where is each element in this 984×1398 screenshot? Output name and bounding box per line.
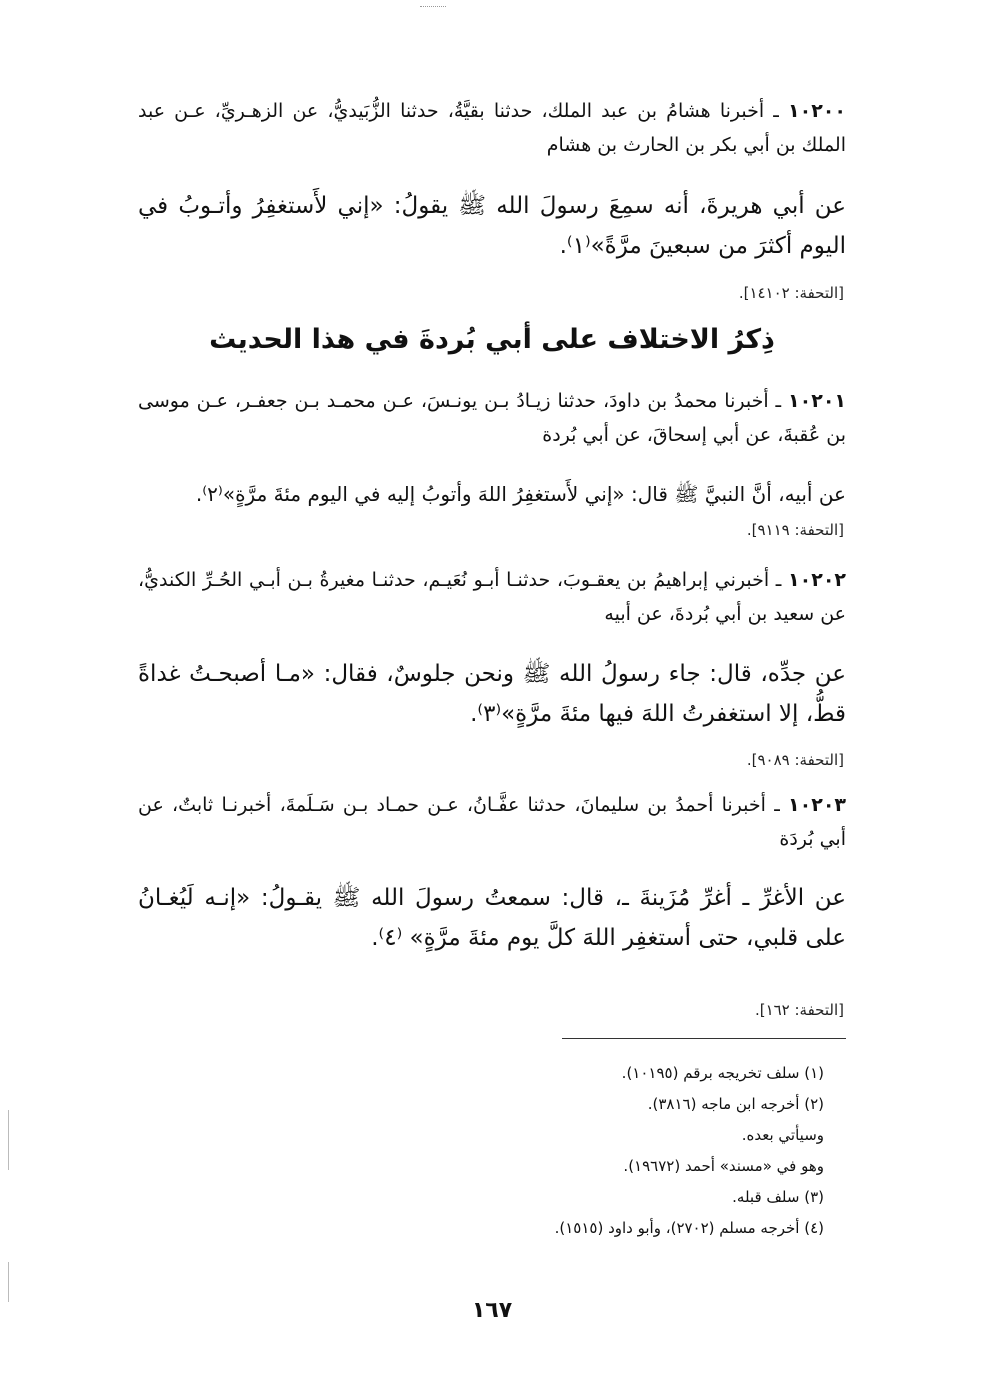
hadith-text-10200 — [138, 186, 846, 266]
tuhfa-reference: [التحفة: ١٦٢]. — [754, 1001, 844, 1019]
chain-separator: ـ — [764, 100, 779, 122]
footnote-2-continued: وسيأتي بعده. — [741, 1126, 824, 1144]
footnote-divider — [562, 1038, 846, 1039]
hadith-text: عن الأغرِّ ـ أغرِّ مُزَينةَ ـ، قال: سمعتُ رسولَ الله ﷺ يقـولُ: «إنـه لَيُغـانُ على قلبي، حتى أستغفِر اللهَ كلَّ يوم مئةَ مرَّةٍ» ⁽٤⁾. — [138, 885, 846, 951]
chain-text: أخبرنا أحمدُ بن سليمانَ، حدثنا عفَّـانُ، عـن حمـاد بـن سَـلَمةَ، أخبرنـا ثابتٌ، عن أبي بُردَة — [138, 794, 846, 850]
hadith-text: عن أبي هريرةَ، أنه سمِعَ رسولَ الله ﷺ يقولُ: «إني لأَستغفِرُ وأتـوبُ في اليوم أكثرَ من سبعينَ مرَّةً»⁽١⁾. — [138, 193, 846, 259]
hadith-number: ١٠٢٠١ — [788, 390, 847, 412]
footnote-3: (٣) سلف قبله. — [732, 1188, 824, 1206]
chain-text: أخبرنا محمدُ بن داودَ، حدثنا زيـادُ بـن يونـسَ، عـن محمـد بـن جعفـر، عـن موسى بن عُقبةَ، عن أبي إسحاقَ، عن أبي بُردة — [138, 390, 846, 446]
section-heading: ذِكرُ الاختلاف على أبي بُردةَ في هذا الحديث — [209, 324, 775, 355]
hadith-text: عن جدِّه، قال: جاء رسولُ الله ﷺ ونحن جلوسٌ، فقال: «مـا أصبحـتُ غداةً قطُّ، إلا استغفرتُ اللهَ فيها مئةَ مرَّةٍ»⁽٣⁾. — [138, 661, 846, 727]
margin-mark — [8, 1110, 9, 1170]
hadith-chain-10200 — [138, 94, 846, 162]
chain-separator: ـ — [768, 390, 782, 412]
hadith-number: ١٠٢٠٠ — [788, 100, 846, 122]
footnote-2: (٢) أخرجه ابن ماجه (٣٨١٦). — [647, 1095, 824, 1113]
footnote-2-continued: وهو في «مسند» أحمد (١٩٦٧٢). — [623, 1157, 824, 1175]
chain-text: أخبرني إبراهيمُ بن يعقـوبَ، حدثنـا أبـو نُعَيـم، حدثنـا مغيرةُ بـن أبـي الحُـرِّ الكنديُّ، عن سعيد بن أبي بُردةَ، عن أبيه — [138, 569, 846, 625]
hadith-text-10201 — [138, 477, 846, 511]
hadith-text-10202 — [138, 654, 846, 734]
hadith-text: عن أبيه، أنَّ النبيَّ ﷺ قال: «إني لأَستغفِرُ اللهَ وأتوبُ إليه في اليوم مئةَ مرَّةٍ»⁽٢⁾. — [195, 482, 846, 506]
tuhfa-reference: [التحفة: ١٤١٠٢]. — [738, 284, 844, 302]
chain-separator: ـ — [765, 794, 780, 816]
footnotes — [404, 1058, 824, 1244]
hadith-chain-10203 — [138, 788, 846, 856]
footnote-1: (١) سلف تخريجه برقم (١٠١٩٥). — [621, 1064, 824, 1082]
page-number: ١٦٧ — [471, 1298, 513, 1323]
hadith-number: ١٠٢٠٣ — [788, 794, 847, 816]
hadith-chain-10202 — [138, 563, 846, 631]
chain-separator: ـ — [769, 569, 782, 591]
top-edge-mark — [420, 0, 446, 7]
hadith-number: ١٠٢٠٢ — [788, 569, 847, 591]
footnote-4: (٤) أخرجه مسلم (٢٧٠٢)، وأبو داود (١٥١٥). — [554, 1219, 824, 1237]
chain-text: أخبرنا هشامُ بن عبد الملك، حدثنا بقيَّةُ، حدثنا الزُّبَيديُّ، عن الزهـريِّ، عـن عبد الملك بن أبي بكر بن الحارث بن هشام — [138, 100, 846, 156]
tuhfa-reference: [التحفة: ٩١١٩]. — [746, 521, 844, 539]
hadith-chain-10201 — [138, 384, 846, 452]
hadith-text-10203 — [138, 878, 846, 958]
tuhfa-reference: [التحفة: ٩٠٨٩]. — [746, 751, 844, 769]
